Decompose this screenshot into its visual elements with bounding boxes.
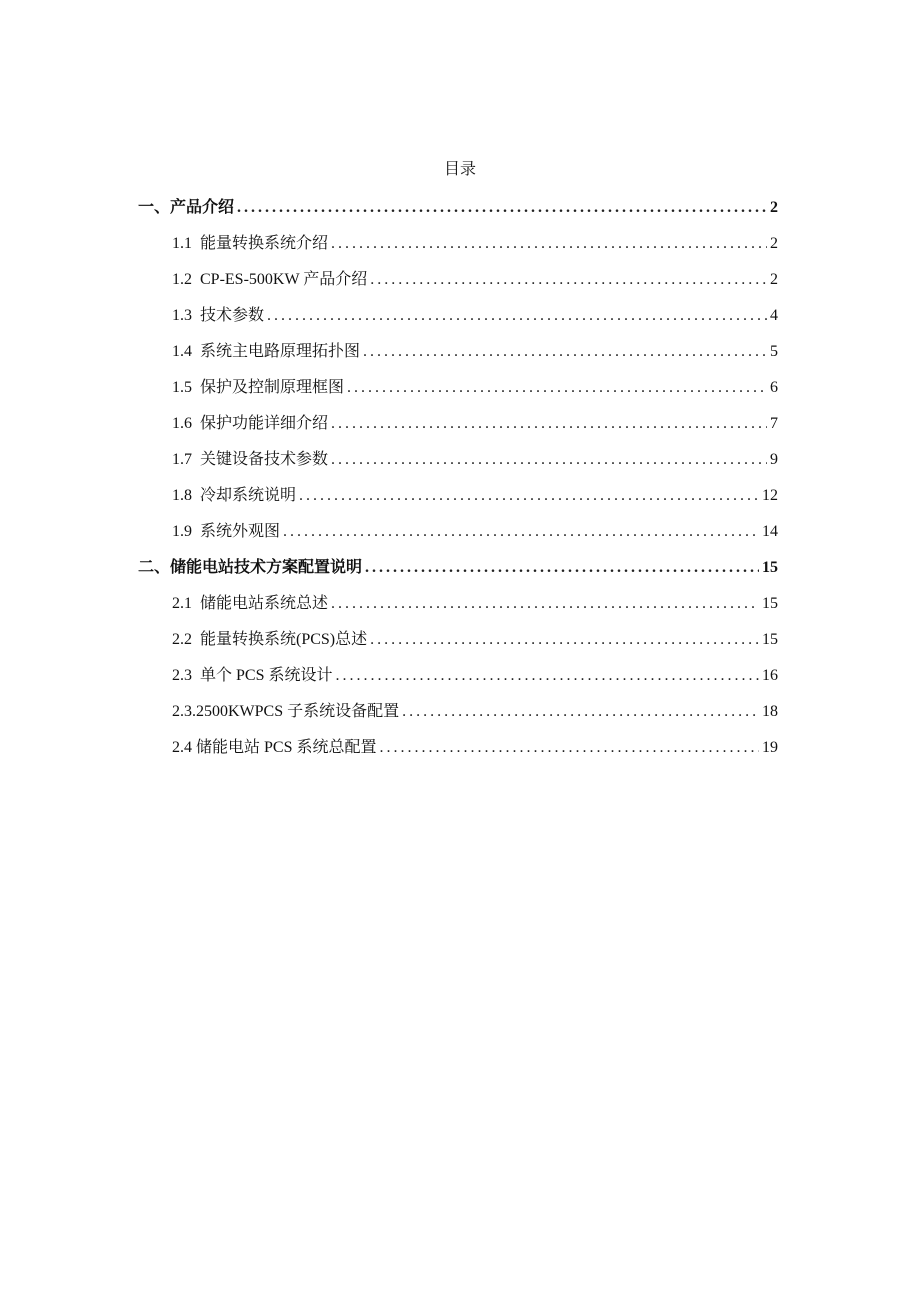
toc-entry-label: 一、产品介绍 xyxy=(138,199,235,216)
toc-dot-leader xyxy=(379,736,759,760)
toc-entry-page: 14 xyxy=(762,523,778,540)
toc-entry-page: 18 xyxy=(762,703,778,720)
toc-entry-label: 2.1 储能电站系统总述 xyxy=(172,595,329,612)
toc-dot-leader xyxy=(237,196,767,220)
toc-entry-label: 2.3 单个 PCS 系统设计 xyxy=(172,667,333,684)
toc-dot-leader xyxy=(347,376,767,400)
toc-entry-label: 1.6 保护功能详细介绍 xyxy=(172,415,329,432)
toc-entry-label: 1.1 能量转换系统介绍 xyxy=(172,235,329,252)
toc-entry-page: 15 xyxy=(762,595,778,612)
toc-entry-1-3[interactable] xyxy=(138,304,778,340)
toc-entry-label: 1.7 关键设备技术参数 xyxy=(172,451,329,468)
toc-dot-leader xyxy=(370,268,767,292)
toc-entry-label: 1.4 系统主电路原理拓扑图 xyxy=(172,343,361,360)
toc-entry-2-2[interactable] xyxy=(138,628,778,664)
toc-entry-1-1[interactable] xyxy=(138,232,778,268)
toc-entry-page: 15 xyxy=(762,559,778,576)
toc-entry-page: 19 xyxy=(762,739,778,756)
toc-title: 目录 xyxy=(443,161,476,178)
toc-dot-leader xyxy=(370,628,759,652)
toc-entry-label: 2.2 能量转换系统(PCS)总述 xyxy=(172,631,368,648)
toc-entry-page: 2 xyxy=(770,235,778,252)
toc-entry-2-1[interactable] xyxy=(138,592,778,628)
toc-entry-1-4[interactable] xyxy=(138,340,778,376)
toc-dot-leader xyxy=(331,448,767,472)
toc-entry-2-4[interactable] xyxy=(138,736,778,772)
toc-dot-leader xyxy=(363,340,767,364)
toc-entry-page: 4 xyxy=(770,307,778,324)
toc-entry-label: 2.4 储能电站 PCS 系统总配置 xyxy=(172,739,377,756)
toc-entry-label: 1.9 系统外观图 xyxy=(172,523,281,540)
toc-entry-page: 12 xyxy=(762,487,778,504)
toc-entry-2-3[interactable] xyxy=(138,664,778,700)
toc-entry-page: 9 xyxy=(770,451,778,468)
toc-entry-page: 2 xyxy=(770,271,778,288)
toc-entry-1-2[interactable] xyxy=(138,268,778,304)
toc-entry-page: 16 xyxy=(762,667,778,684)
toc-dot-leader xyxy=(331,412,767,436)
toc-entry-page: 15 xyxy=(762,631,778,648)
toc-entry-page: 5 xyxy=(770,343,778,360)
toc-entry-1-7[interactable] xyxy=(138,448,778,484)
toc-entry-2-3-2[interactable] xyxy=(138,700,778,736)
toc-entry-1-9[interactable] xyxy=(138,520,778,556)
toc-entry-label: 二、储能电站技术方案配置说明 xyxy=(138,559,363,576)
toc-dot-leader xyxy=(402,700,759,724)
toc-entry-chapter-2[interactable] xyxy=(138,556,778,592)
toc-entry-1-8[interactable] xyxy=(138,484,778,520)
toc-entry-label: 1.3 技术参数 xyxy=(172,307,265,324)
toc-entry-label: 1.8 冷却系统说明 xyxy=(172,487,297,504)
table-of-contents xyxy=(138,196,778,772)
toc-dot-leader xyxy=(283,520,759,544)
toc-dot-leader xyxy=(267,304,767,328)
toc-entry-1-5[interactable] xyxy=(138,376,778,412)
toc-entry-page: 7 xyxy=(770,415,778,432)
toc-entry-label: 1.5 保护及控制原理框图 xyxy=(172,379,345,396)
toc-entry-chapter-1[interactable] xyxy=(138,196,778,232)
toc-dot-leader xyxy=(335,664,759,688)
toc-entry-page: 2 xyxy=(770,199,778,216)
toc-dot-leader xyxy=(331,232,767,256)
toc-dot-leader xyxy=(331,592,759,616)
toc-dot-leader xyxy=(365,556,759,580)
toc-entry-1-6[interactable] xyxy=(138,412,778,448)
toc-entry-label: 2.3.2500KWPCS 子系统设备配置 xyxy=(172,703,400,720)
toc-entry-label: 1.2 CP-ES-500KW 产品介绍 xyxy=(172,271,368,288)
toc-dot-leader xyxy=(299,484,759,508)
toc-entry-page: 6 xyxy=(770,379,778,396)
